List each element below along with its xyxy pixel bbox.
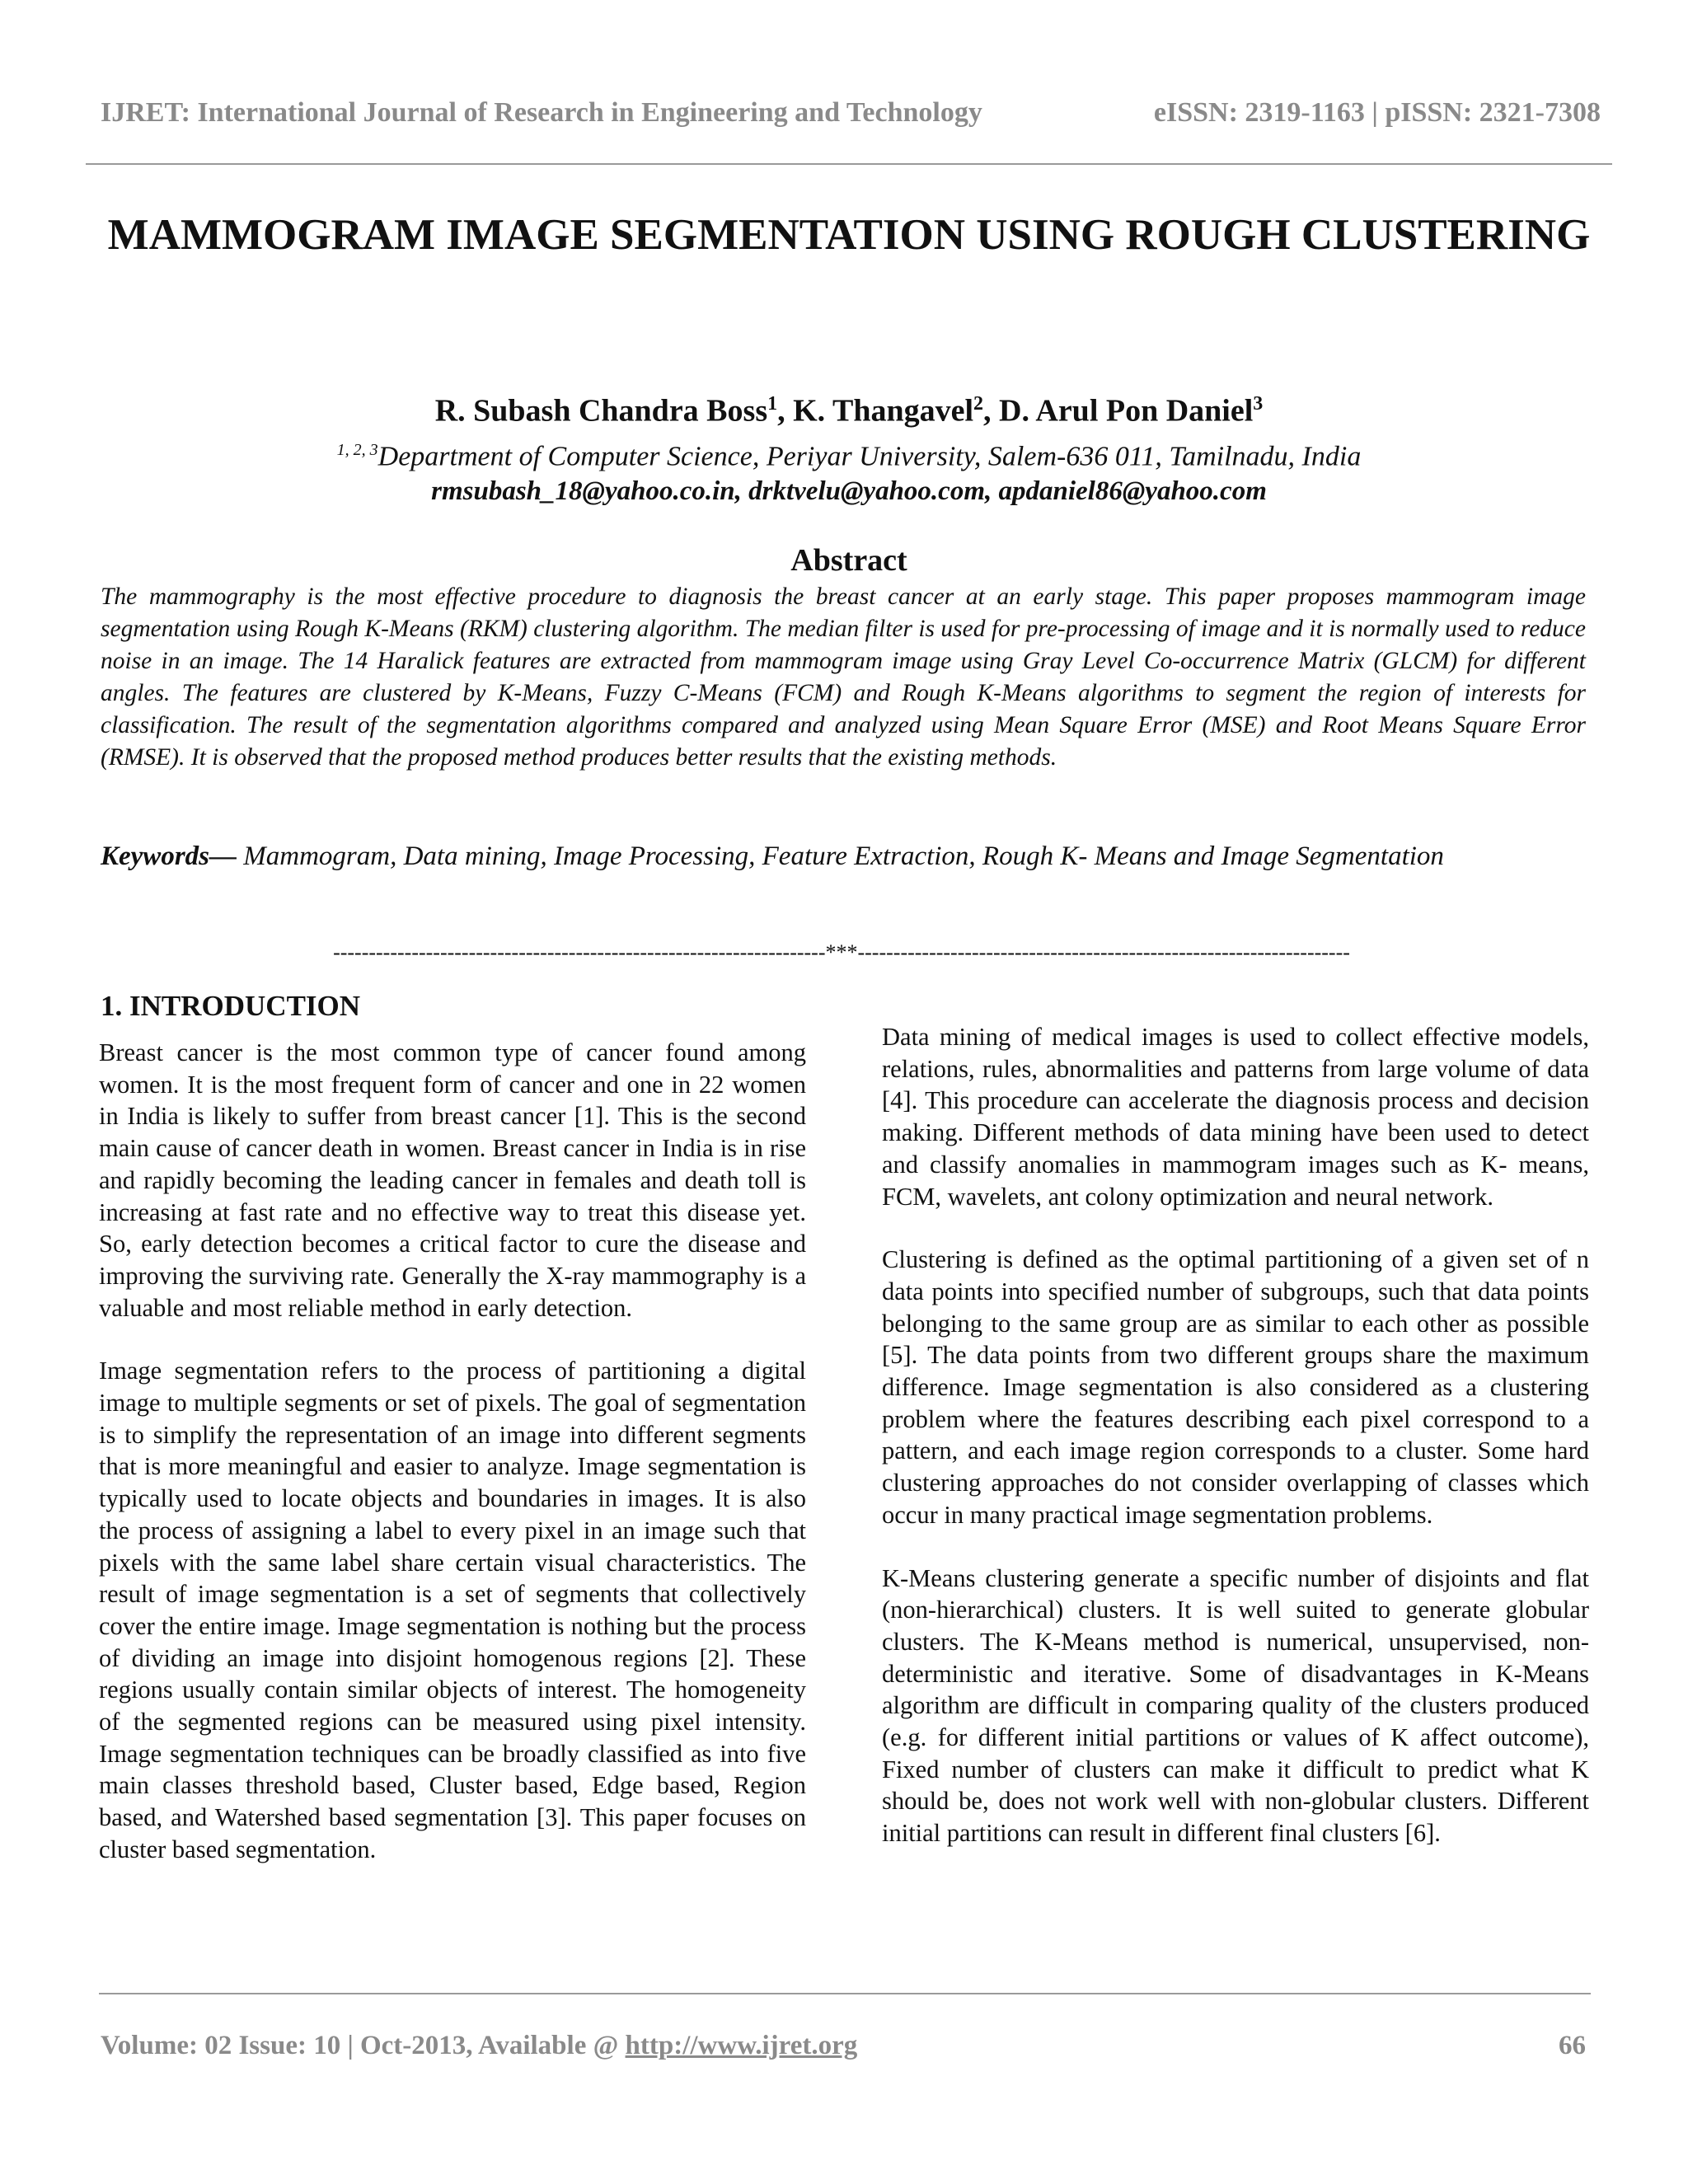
footer-divider xyxy=(99,1993,1591,1994)
page-number: 66 xyxy=(1559,2031,1586,2060)
author-name: K. Thangavel xyxy=(793,393,974,429)
issn-info: eISSN: 2319-1163 | pISSN: 2321-7308 xyxy=(1153,97,1601,128)
body-paragraph: Breast cancer is the most common type of cancer found among women. It is the most frequent form of cancer and one in 22 women in India is likely to suffer from breast cancer [1]. This is the second main cause of cancer death in women. Breast cancer in India is in rise and rapidly becoming the leading cancer in females and death toll is increasing at fast rate and no effective way to treat this disease yet. So, early detection becomes a critical factor to cure the disease and improving the surviving rate. Generally the X-ray mammography is a valuable and most reliable method in early detection. xyxy=(99,1038,806,1322)
author-affil-mark: 3 xyxy=(1253,393,1264,415)
section-heading: 1. INTRODUCTION xyxy=(101,990,361,1022)
body-paragraph: Data mining of medical images is used to collect effective models, relations, rules, abnormalities and patterns from large volume of data [4]. This procedure can accelerate the diagnosis process and decision making. Different methods of data mining have been used to detect and classify anomalies in mammogram images such as K- means, FCM, wavelets, ant colony optimization and neural network. xyxy=(882,1023,1589,1211)
author-name: R. Subash Chandra Boss xyxy=(434,393,768,429)
author-affil-mark: 1 xyxy=(767,393,778,415)
author-name: D. Arul Pon Daniel xyxy=(999,393,1254,429)
author-emails: rmsubash_18@yahoo.co.in, drktvelu@yahoo.com, apdaniel86@yahoo.com xyxy=(431,476,1267,506)
journal-link[interactable]: http://www.ijret.org xyxy=(625,2031,858,2060)
paper-title: MAMMOGRAM IMAGE SEGMENTATION USING ROUGH CLUSTERING xyxy=(107,211,1591,259)
keywords-text: Mammogram, Data mining, Image Processing, Feature Extraction, Rough K- Means and Image Segmentation xyxy=(243,841,1444,871)
author-affil-mark: 2 xyxy=(973,393,984,415)
keywords-label: Keywords— xyxy=(101,841,237,871)
keywords xyxy=(101,831,1586,883)
running-footer xyxy=(101,2031,1586,2061)
header-divider xyxy=(86,163,1612,165)
journal-name: IJRET: International Journal of Research in Engineering and Technology xyxy=(101,97,982,128)
volume-info: Volume: 02 Issue: 10 | Oct-2013, Available @ xyxy=(101,2031,626,2060)
abstract-text: The mammography is the most effective procedure to diagnosis the breast cancer at an early stage. This paper proposes mammogram image segmentation using Rough K-Means (RKM) clustering algorithm. The median filter is used for pre-processing of image and it is normally used to reduce noise in an image. The 14 Haralick features are extracted from mammogram image using Gray Level Co-occurrence Matrix (GLCM) for different angles. The features are clustered by K-Means, Fuzzy C-Means (FCM) and Rough K-Means algorithms to segment the region of interests for classification. The result of the segmentation algorithms compared and analyzed using Mean Square Error (MSE) and Root Means Square Error (RMSE). It is observed that the proposed method produces better results that the existing methods. xyxy=(101,583,1586,771)
right-column xyxy=(882,1021,1589,1881)
abstract-heading: Abstract xyxy=(790,543,907,578)
body-paragraph: Image segmentation refers to the process of partitioning a digital image to multiple segments or set of pixels. The goal of segmentation is to simplify the representation of an image into different segments that is more meaningful and easier to analyze. Image segmentation is typically used to locate objects and boundaries in images. It is also the process of assigning a label to every pixel in an image such that pixels with the same label share certain visual characteristics. The result of image segmentation is a set of segments that collectively cover the entire image. Image segmentation is nothing but the process of dividing an image into disjoint homogenous regions [2]. These regions usually contain similar objects of interest. The homogeneity of the segmented regions can be measured using pixel intensity. Image segmentation techniques can be broadly classified as into five main classes threshold based, Cluster based, Edge based, Region based, and Watershed based segmentation [3]. This paper focuses on cluster based segmentation. xyxy=(99,1357,806,1863)
affiliation-marks: 1, 2, 3 xyxy=(336,441,378,459)
left-column xyxy=(99,1037,806,1897)
affiliation-text: Department of Computer Science, Periyar University, Salem-636 011, Tamilnadu, India xyxy=(377,441,1362,472)
body-paragraph: Clustering is defined as the optimal partitioning of a given set of n data points into specified number of subgroups, such that data points belonging to the same group are as similar to each other as possible [5]. The data points from two different groups share the maximum difference. Image segmentation is also considered as a clustering problem where the features describing each pixel correspond to a pattern, and each image region corresponds to a cluster. Some hard clustering approaches do not consider overlapping of classes which occur in many practical image segmentation problems. xyxy=(882,1245,1589,1529)
body-paragraph: K-Means clustering generate a specific number of disjoints and flat (non-hierarchical) clusters. It is well suited to generate globular clusters. The K-Means method is numerical, unsupervised, non-deterministic and iterative. Some of disadvantages in K-Means algorithm are difficult in comparing quality of the clusters produced (e.g. for different initial partitions or values of K affect outcome), Fixed number of clusters can make it difficult to predict what K should be, does not work well with non-globular clusters. Different initial partitions can result in different final clusters [6]. xyxy=(882,1563,1589,1848)
author-list: R. Subash Chandra Boss$^1$, K. Thangavel$^2$, D. Arul Pon Daniel$^3$ xyxy=(434,393,1264,429)
running-header xyxy=(101,97,1601,129)
affiliation xyxy=(86,434,1612,473)
section-separator: ---------------------------------------------------------------------***--------------------------------------------------------------------- xyxy=(333,940,1350,964)
